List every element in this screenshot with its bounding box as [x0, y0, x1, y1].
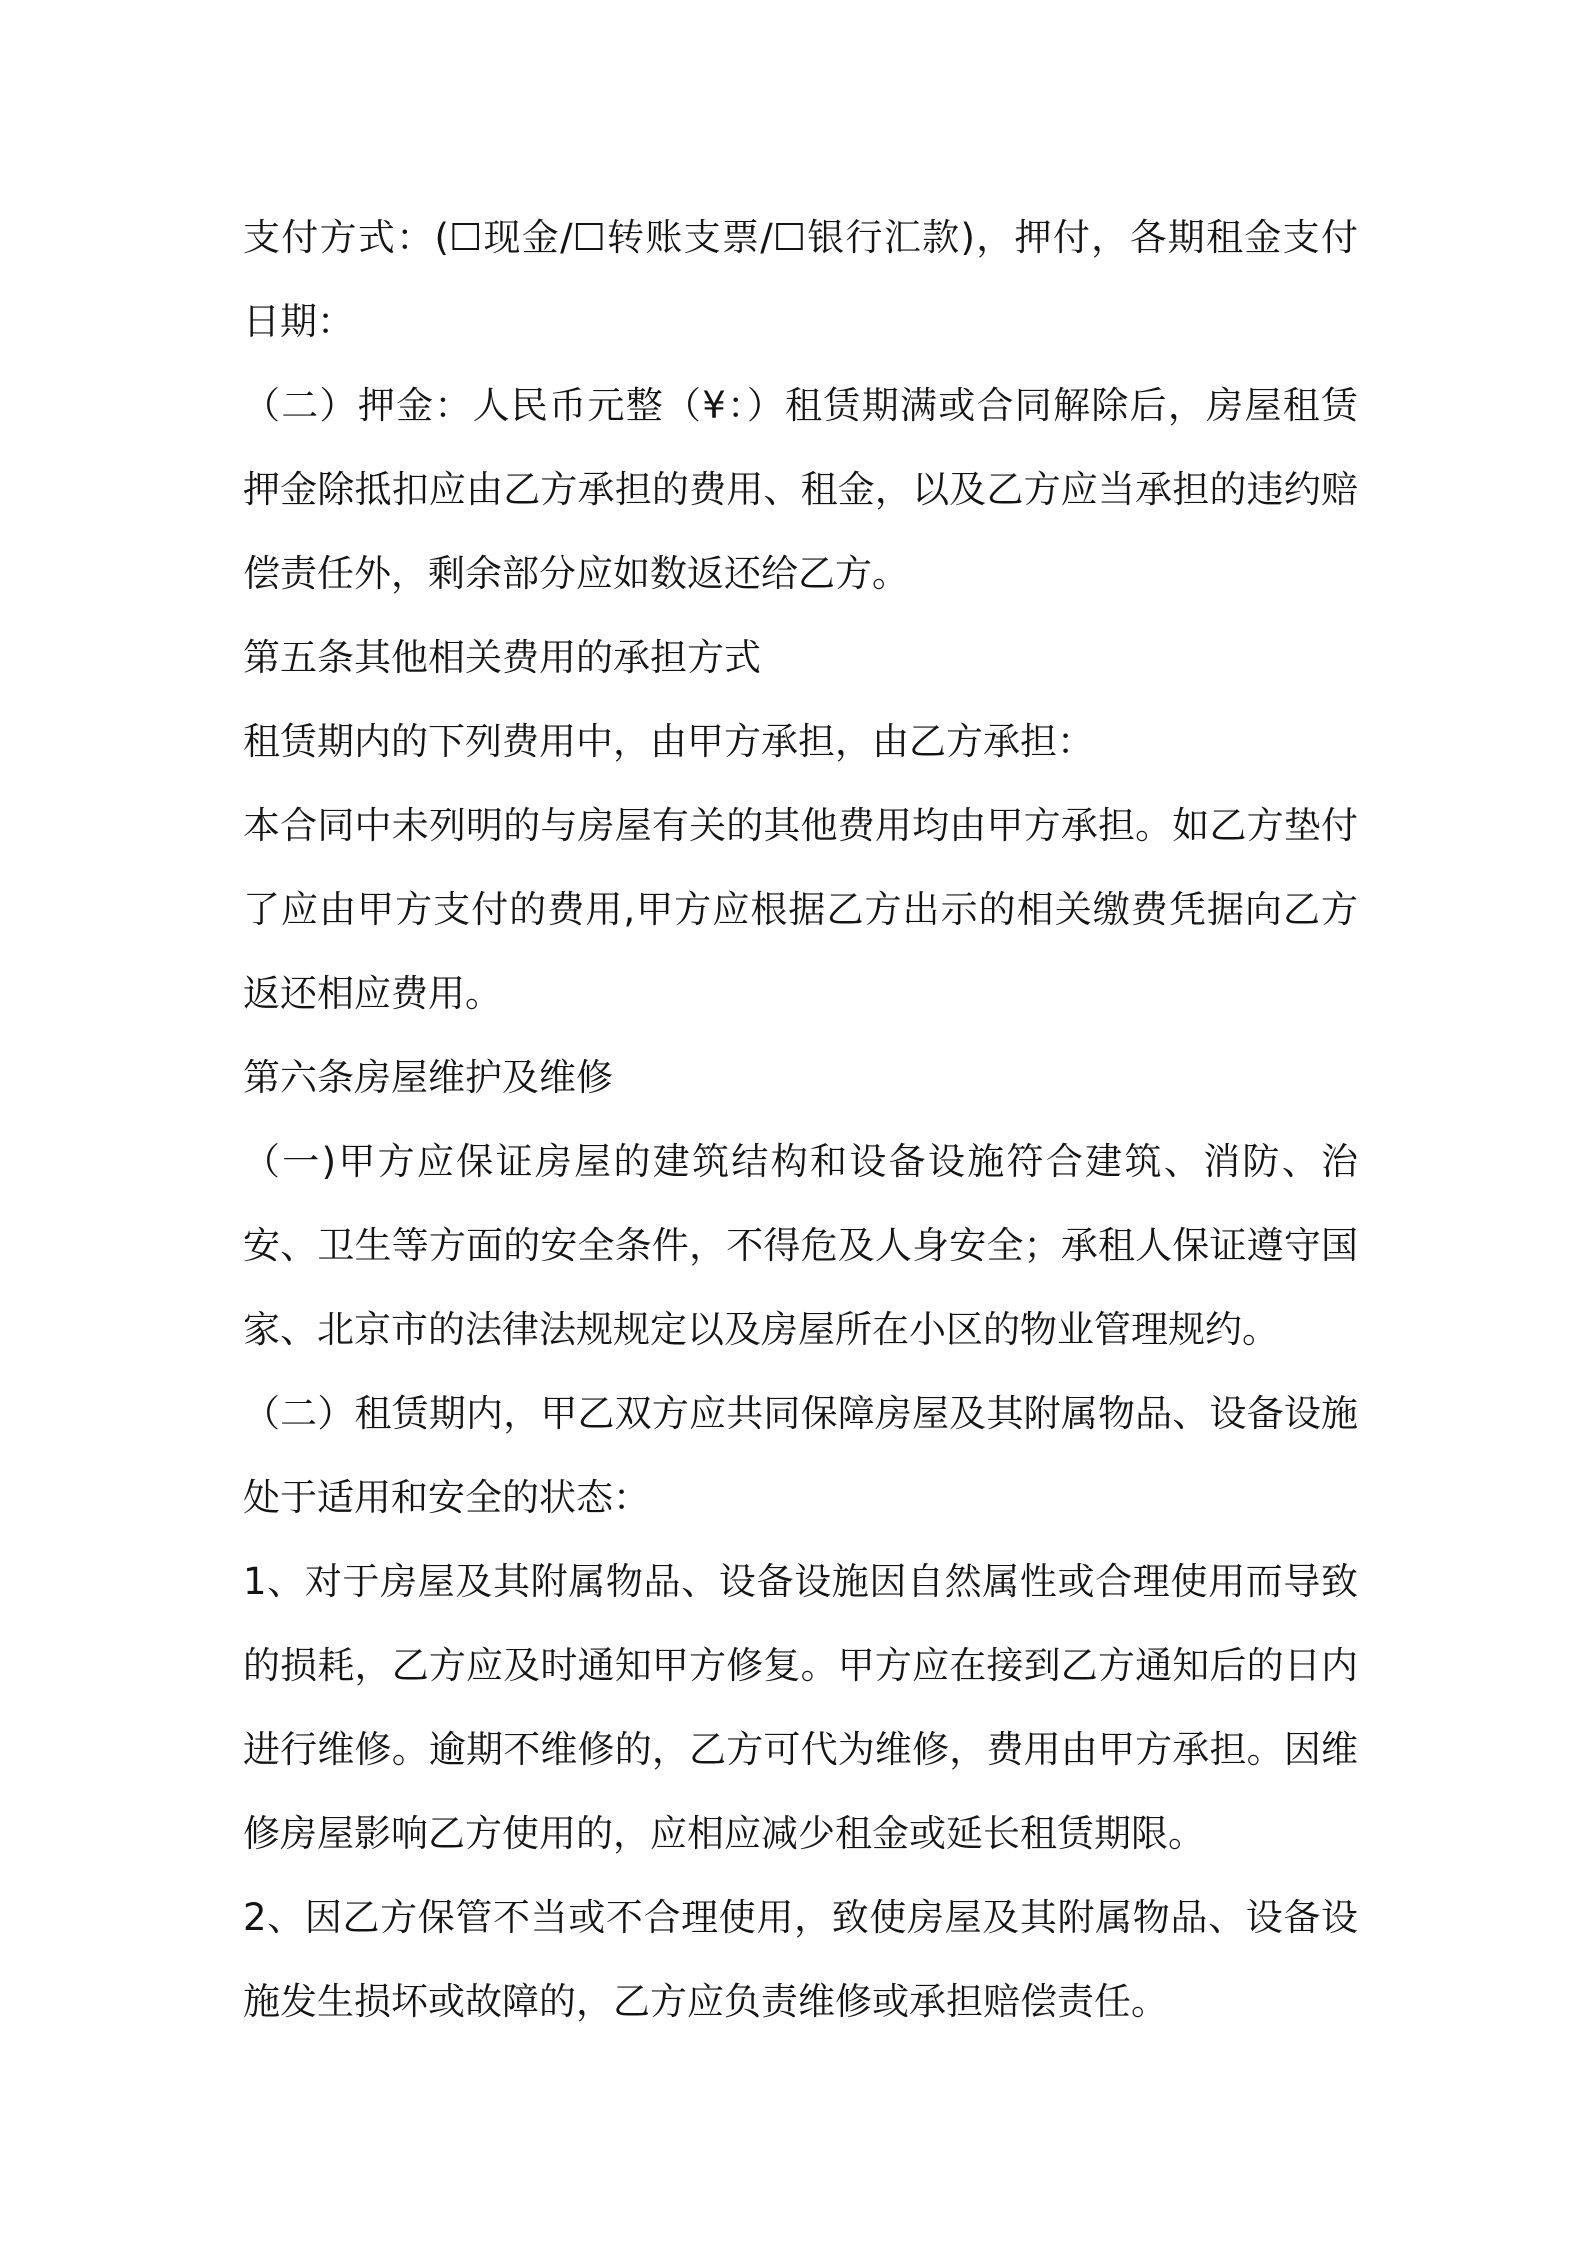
other-fees-paragraph: 本合同中未列明的与房屋有关的其他费用均由甲方承担。如乙方垫付了应由甲方支付的费用,甲方应根据乙方出示的相关缴费凭据向乙方返还相应费用。 — [243, 804, 1358, 1015]
document-body — [243, 196, 1358, 2044]
article-5-heading: 第五条其他相关费用的承担方式 — [243, 636, 761, 679]
maintenance-clause-2: （二）租赁期内，甲乙双方应共同保障房屋及其附属物品、设备设施处于适用和安全的状态： — [243, 1392, 1358, 1519]
article-6-heading: 第六条房屋维护及维修 — [243, 1056, 613, 1099]
repair-item-2: 2、因乙方保管不当或不合理使用，致使房屋及其附属物品、设备设施发生损坏或故障的，乙方应负责维修或承担赔偿责任。 — [243, 1896, 1358, 2023]
maintenance-clause-1: （一)甲方应保证房屋的建筑结构和设备设施符合建筑、消防、治安、卫生等方面的安全条件，不得危及人身安全；承租人保证遵守国家、北京市的法律法规规定以及房屋所在小区的物业管理规约。 — [243, 1140, 1358, 1351]
repair-item-1: 1、对于房屋及其附属物品、设备设施因自然属性或合理使用而导致的损耗，乙方应及时通知甲方修复。甲方应在接到乙方通知后的日内进行维修。逾期不维修的，乙方可代为维修，费用由甲方承担。因维修房屋影响乙方使用的，应相应减少租金或延长租赁期限。 — [243, 1560, 1358, 1855]
fees-paragraph: 租赁期内的下列费用中，由甲方承担，由乙方承担： — [243, 720, 1094, 763]
payment-method-paragraph: 支付方式：(☐现金/☐转账支票/☐银行汇款)，押付，各期租金支付日期： — [243, 216, 1358, 343]
deposit-paragraph: （二）押金：人民币元整（¥：）租赁期满或合同解除后，房屋租赁押金除抵扣应由乙方承担的费用、租金，以及乙方应当承担的违约赔偿责任外，剩余部分应如数返还给乙方。 — [243, 384, 1358, 595]
